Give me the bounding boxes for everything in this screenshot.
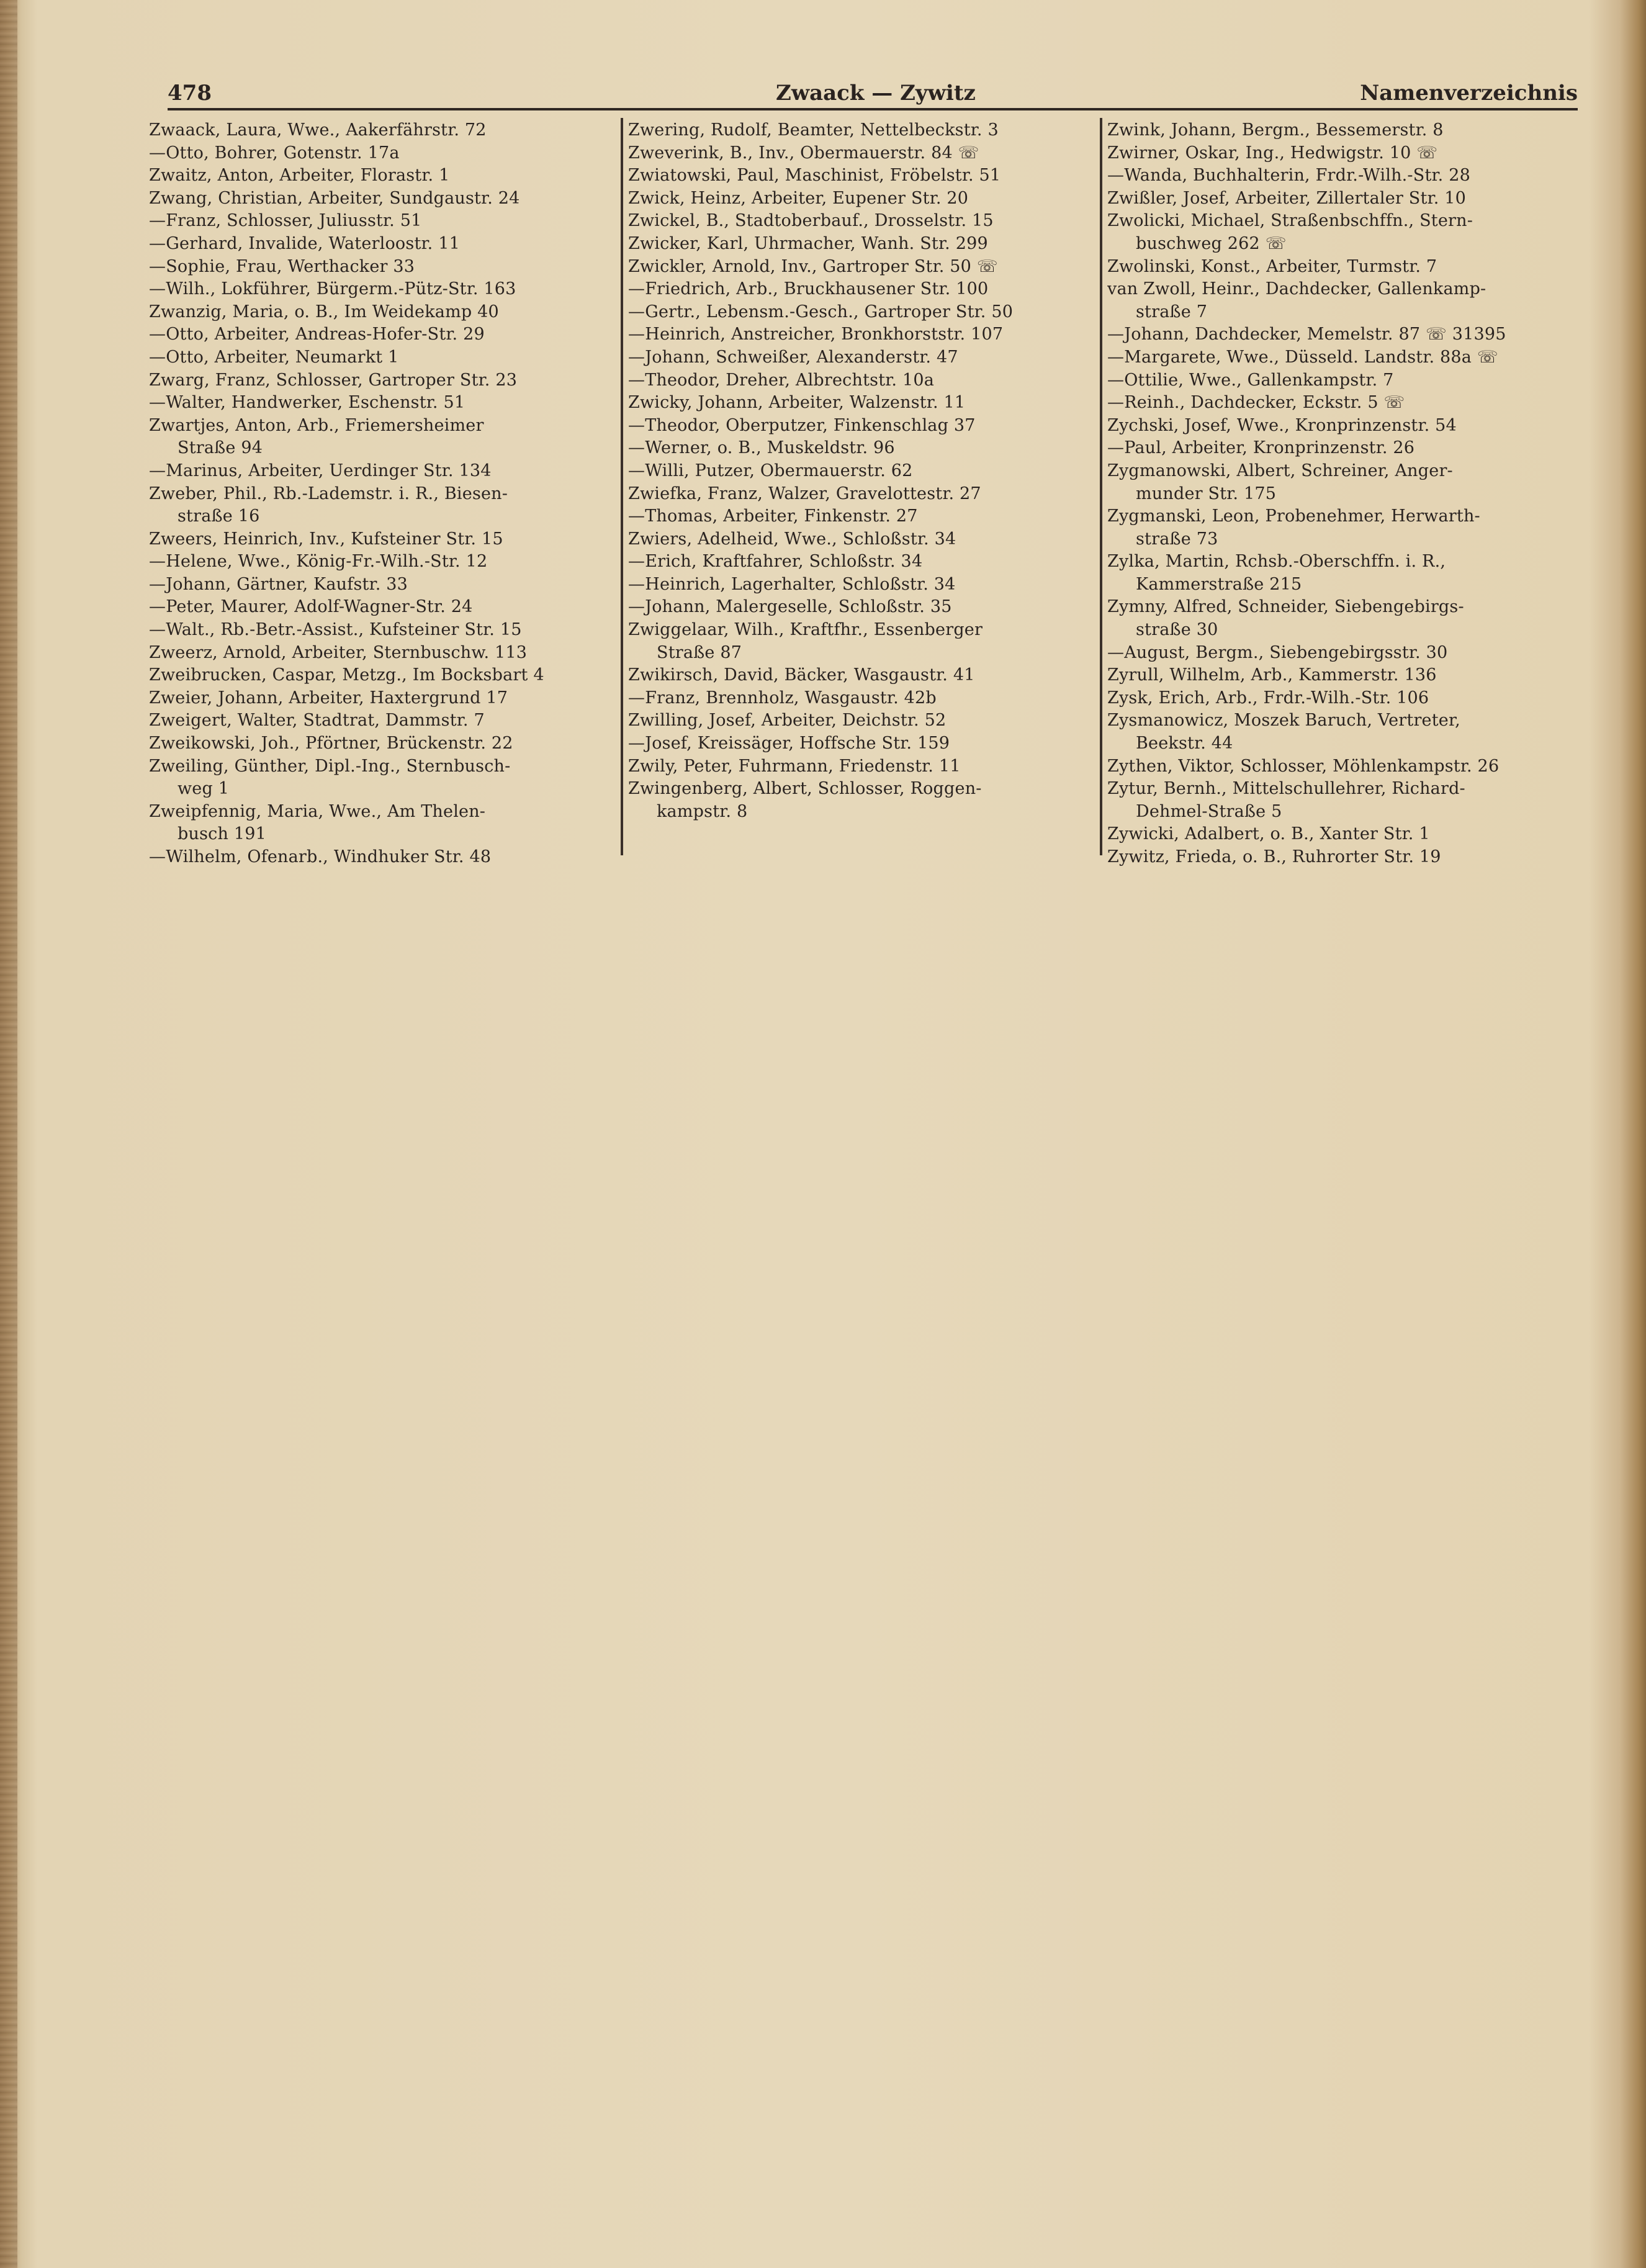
directory-entry-line: —Franz, Brennholz, Wasgaustr. 42b bbox=[628, 688, 937, 708]
directory-entry-line: Zweerz, Arnold, Arbeiter, Sternbuschw. 113 bbox=[149, 642, 528, 662]
directory-entry-line: Zweers, Heinrich, Inv., Kufsteiner Str. 15 bbox=[149, 529, 503, 549]
header-section-title: Namenverzeichnis bbox=[1360, 81, 1578, 106]
directory-entry-line: Zweverink, B., Inv., Obermauerstr. 84 ☏ bbox=[628, 143, 979, 163]
directory-entry-line: —Reinh., Dachdecker, Eckstr. 5 ☏ bbox=[1107, 393, 1405, 413]
directory-entry-line: —Otto, Arbeiter, Neumarkt 1 bbox=[149, 347, 399, 367]
directory-entry-line: —Theodor, Dreher, Albrechtstr. 10a bbox=[628, 370, 935, 390]
directory-entry-line: —Wilh., Lokführer, Bürgerm.-Pütz-Str. 163 bbox=[149, 279, 516, 299]
directory-entry-line: Straße 94 bbox=[178, 438, 263, 458]
directory-entry-line: Zylka, Martin, Rchsb.-Oberschffn. i. R., bbox=[1107, 552, 1446, 572]
directory-entry-line: Zythen, Viktor, Schlosser, Möhlenkampstr. 26 bbox=[1107, 756, 1500, 776]
directory-entry-line: Zweier, Johann, Arbeiter, Haxtergrund 17 bbox=[149, 688, 508, 708]
directory-entry-line: Zwartjes, Anton, Arb., Friemersheimer bbox=[149, 415, 484, 435]
directory-entry-line: —Gertr., Lebensm.-Gesch., Gartroper Str. 50 bbox=[628, 302, 1014, 322]
directory-entry-line: buschweg 262 ☏ bbox=[1136, 233, 1287, 253]
header-name-range: Zwaack — Zywitz bbox=[776, 81, 976, 106]
directory-entry-line: —Johann, Gärtner, Kaufstr. 33 bbox=[149, 574, 408, 594]
directory-entry-line: Zyrull, Wilhelm, Arb., Kammerstr. 136 bbox=[1107, 665, 1437, 685]
directory-entry-line: Zweibrucken, Caspar, Metzg., Im Bocksbart 4 bbox=[149, 665, 544, 685]
directory-entry-line: —Paul, Arbeiter, Kronprinzenstr. 26 bbox=[1107, 438, 1415, 458]
directory-entry-line: Straße 87 bbox=[657, 642, 742, 662]
directory-entry-line: —Franz, Schlosser, Juliusstr. 51 bbox=[149, 211, 422, 231]
directory-entry-line: Zwicky, Johann, Arbeiter, Walzenstr. 11 bbox=[628, 393, 966, 413]
directory-entry-line: Zwang, Christian, Arbeiter, Sundgaustr. 24 bbox=[149, 188, 520, 208]
directory-column-2 bbox=[628, 119, 1097, 823]
directory-entry-line: weg 1 bbox=[178, 779, 230, 799]
directory-entry-line: Zwiggelaar, Wilh., Kraftfhr., Essenberger bbox=[628, 620, 983, 640]
directory-entry-line: —Heinrich, Lagerhalter, Schloßstr. 34 bbox=[628, 574, 956, 594]
directory-entry-line: busch 191 bbox=[178, 824, 266, 844]
directory-entry-line: —Helene, Wwe., König-Fr.-Wilh.-Str. 12 bbox=[149, 552, 488, 572]
directory-entry-line: Zweipfennig, Maria, Wwe., Am Thelen- bbox=[149, 801, 486, 821]
directory-entry-line: Zwink, Johann, Bergm., Bessemerstr. 8 bbox=[1107, 120, 1444, 140]
directory-entry-line: —Johann, Malergeselle, Schloßstr. 35 bbox=[628, 597, 952, 617]
directory-entry-line: —Sophie, Frau, Werthacker 33 bbox=[149, 256, 415, 276]
directory-entry-line: —Walter, Handwerker, Eschenstr. 51 bbox=[149, 393, 465, 413]
directory-entry-line: Zwaitz, Anton, Arbeiter, Florastr. 1 bbox=[149, 166, 450, 186]
page-number: 478 bbox=[168, 81, 212, 106]
directory-entry-line: —Ottilie, Wwe., Gallenkampstr. 7 bbox=[1107, 370, 1394, 390]
directory-entry-line: Zwilling, Josef, Arbeiter, Deichstr. 52 bbox=[628, 711, 947, 731]
directory-entry-line: Zwick, Heinz, Arbeiter, Eupener Str. 20 bbox=[628, 188, 969, 208]
directory-entry-line: kampstr. 8 bbox=[657, 801, 748, 821]
directory-entry-line: —Gerhard, Invalide, Waterloostr. 11 bbox=[149, 233, 460, 253]
directory-entry-line: Zwanzig, Maria, o. B., Im Weidekamp 40 bbox=[149, 302, 499, 322]
directory-entry-line: Zweber, Phil., Rb.-Lademstr. i. R., Biesen- bbox=[149, 484, 508, 503]
directory-entry-line: —Theodor, Oberputzer, Finkenschlag 37 bbox=[628, 415, 976, 435]
directory-entry-line: Zytur, Bernh., Mittelschullehrer, Richard- bbox=[1107, 779, 1465, 799]
directory-entry-line: —Johann, Schweißer, Alexanderstr. 47 bbox=[628, 347, 958, 367]
directory-entry-line: Kammerstraße 215 bbox=[1136, 574, 1302, 594]
directory-entry-line: —Margarete, Wwe., Düsseld. Landstr. 88a ☏ bbox=[1107, 347, 1498, 367]
directory-entry-line: —Josef, Kreissäger, Hoffsche Str. 159 bbox=[628, 734, 950, 754]
directory-column-1 bbox=[149, 119, 618, 869]
column-divider bbox=[621, 118, 623, 855]
directory-entry-line: Zwering, Rudolf, Beamter, Nettelbeckstr. 3 bbox=[628, 120, 999, 140]
directory-entry-line: Zwingenberg, Albert, Schlosser, Roggen- bbox=[628, 779, 982, 799]
directory-entry-line: Zwarg, Franz, Schlosser, Gartroper Str. 23 bbox=[149, 370, 518, 390]
directory-entry-line: Zwiefka, Franz, Walzer, Gravelottestr. 27 bbox=[628, 484, 981, 503]
directory-entry-line: Zweiling, Günther, Dipl.-Ing., Sternbusch- bbox=[149, 756, 511, 776]
directory-entry-line: Dehmel-Straße 5 bbox=[1136, 801, 1282, 821]
directory-entry-line: Zywicki, Adalbert, o. B., Xanter Str. 1 bbox=[1107, 824, 1430, 844]
directory-entry-line: Zweigert, Walter, Stadtrat, Dammstr. 7 bbox=[149, 711, 485, 731]
directory-entry-line: Zwirner, Oskar, Ing., Hedwigstr. 10 ☏ bbox=[1107, 143, 1438, 163]
directory-entry-line: Zychski, Josef, Wwe., Kronprinzenstr. 54 bbox=[1107, 415, 1457, 435]
directory-entry-line: —Otto, Bohrer, Gotenstr. 17a bbox=[149, 143, 400, 163]
directory-entry-line: Zwolicki, Michael, Straßenbschffn., Stern- bbox=[1107, 211, 1473, 231]
directory-entry-line: —Willi, Putzer, Obermauerstr. 62 bbox=[628, 461, 913, 480]
directory-entry-line: —Friedrich, Arb., Bruckhausener Str. 100 bbox=[628, 279, 989, 299]
directory-entry-line: straße 30 bbox=[1136, 620, 1218, 640]
directory-entry-line: straße 16 bbox=[178, 506, 260, 526]
directory-entry-line: Zygmanski, Leon, Probenehmer, Herwarth- bbox=[1107, 506, 1480, 526]
column-divider bbox=[1100, 118, 1102, 855]
directory-entry-line: Zysk, Erich, Arb., Frdr.-Wilh.-Str. 106 bbox=[1107, 688, 1429, 708]
page-binding-edge bbox=[0, 0, 17, 2268]
directory-entry-line: —Werner, o. B., Muskeldstr. 96 bbox=[628, 438, 895, 458]
directory-entry-line: —Walt., Rb.-Betr.-Assist., Kufsteiner Str. 15 bbox=[149, 620, 522, 640]
directory-entry-line: Zweikowski, Joh., Pförtner, Brückenstr. 22 bbox=[149, 734, 513, 754]
directory-entry-line: —Heinrich, Anstreicher, Bronkhorststr. 107 bbox=[628, 325, 1004, 344]
directory-entry-line: Zwiers, Adelheid, Wwe., Schloßstr. 34 bbox=[628, 529, 956, 549]
directory-entry-line: —Johann, Dachdecker, Memelstr. 87 ☏ 31395 bbox=[1107, 325, 1506, 344]
directory-entry-line: Zwaack, Laura, Wwe., Aakerfährstr. 72 bbox=[149, 120, 487, 140]
directory-entry-line: Zwickler, Arnold, Inv., Gartroper Str. 50 ☏ bbox=[628, 256, 998, 276]
directory-entry-line: Zysmanowicz, Moszek Baruch, Vertreter, bbox=[1107, 711, 1460, 731]
directory-entry-line: Zwiatowski, Paul, Maschinist, Fröbelstr. 51 bbox=[628, 166, 1001, 186]
directory-entry-line: —Marinus, Arbeiter, Uerdinger Str. 134 bbox=[149, 461, 492, 480]
directory-entry-line: Zymny, Alfred, Schneider, Siebengebirgs- bbox=[1107, 597, 1464, 617]
directory-entry-line: Zwikirsch, David, Bäcker, Wasgaustr. 41 bbox=[628, 665, 975, 685]
directory-entry-line: —Erich, Kraftfahrer, Schloßstr. 34 bbox=[628, 552, 923, 572]
directory-entry-line: —Thomas, Arbeiter, Finkenstr. 27 bbox=[628, 506, 918, 526]
directory-entry-line: —Wanda, Buchhalterin, Frdr.-Wilh.-Str. 28 bbox=[1107, 166, 1470, 186]
directory-entry-line: van Zwoll, Heinr., Dachdecker, Gallenkamp- bbox=[1107, 279, 1486, 299]
directory-column-3 bbox=[1107, 119, 1578, 869]
directory-entry-line: —Wilhelm, Ofenarb., Windhuker Str. 48 bbox=[149, 847, 492, 866]
directory-entry-line: —Otto, Arbeiter, Andreas-Hofer-Str. 29 bbox=[149, 325, 485, 344]
directory-entry-line: Zwißler, Josef, Arbeiter, Zillertaler Str. 10 bbox=[1107, 188, 1467, 208]
page-header bbox=[168, 79, 1578, 110]
directory-entry-line: Zwickel, B., Stadtoberbauf., Drosselstr. 15 bbox=[628, 211, 994, 231]
directory-entry-line: —Peter, Maurer, Adolf-Wagner-Str. 24 bbox=[149, 597, 473, 617]
directory-entry-line: Zygmanowski, Albert, Schreiner, Anger- bbox=[1107, 461, 1453, 480]
directory-entry-line: Zwicker, Karl, Uhrmacher, Wanh. Str. 299 bbox=[628, 233, 988, 253]
directory-entry-line: Beekstr. 44 bbox=[1136, 734, 1233, 754]
directory-entry-line: straße 7 bbox=[1136, 302, 1208, 322]
directory-entry-line: munder Str. 175 bbox=[1136, 484, 1277, 503]
directory-entry-line: straße 73 bbox=[1136, 529, 1218, 549]
directory-entry-line: —August, Bergm., Siebengebirgsstr. 30 bbox=[1107, 642, 1448, 662]
directory-entry-line: Zywitz, Frieda, o. B., Ruhrorter Str. 19 bbox=[1107, 847, 1441, 866]
directory-entry-line: Zwily, Peter, Fuhrmann, Friedenstr. 11 bbox=[628, 756, 961, 776]
directory-entry-line: Zwolinski, Konst., Arbeiter, Turmstr. 7 bbox=[1107, 256, 1437, 276]
